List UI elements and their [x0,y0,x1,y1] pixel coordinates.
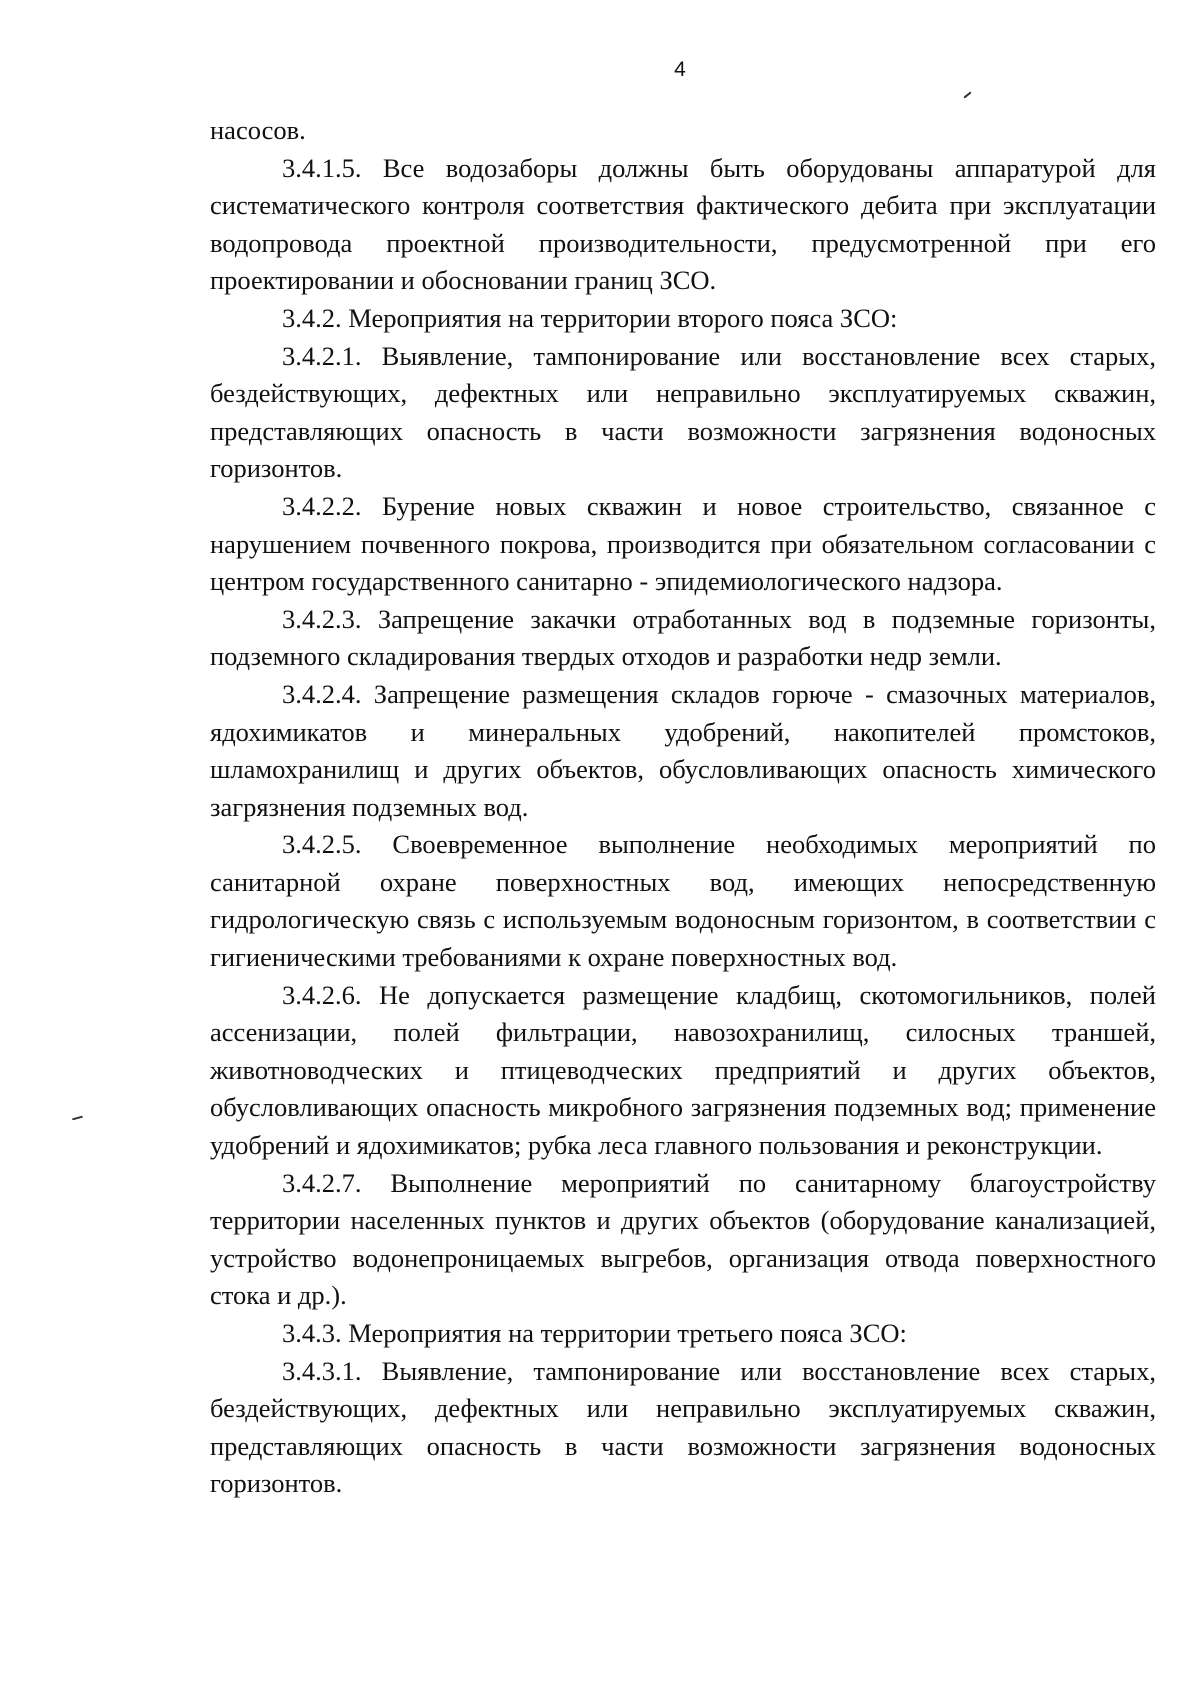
paragraph-3-4-1-5: 3.4.1.5. Все водозаборы должны быть оборудованы аппаратурой для систематического контроля соответствия фактического дебита при эксплуатации водопровода проектной производительности, предусмотренной при его проектировании и обосновании границ ЗСО. [210,152,1156,296]
pen-mark [963,91,971,98]
paragraph-continuation: насосов. [210,115,306,145]
paragraph-3-4-3-1: 3.4.3.1. Выявление, тампонирование или восстановление всех старых, бездействующих, дефектных или неправильно эксплуатируемых скважин, представляющих опасность в части возможности загрязнения водоносных горизонтов. [210,1355,1156,1499]
paragraph-3-4-2-5: 3.4.2.5. Своевременное выполнение необходимых мероприятий по санитарной охране поверхностных вод, имеющих непосредственную гидрологическую связь с используемым водоносным горизонтом, в соответствии с гигиеническими требованиями к охране поверхностных вод. [210,829,1156,973]
section-heading-3-4-3: 3.4.3. Мероприятия на территории третьего пояса ЗСО: [282,1318,907,1348]
page-number: 4 [674,58,686,81]
document-body [210,112,1156,1503]
paragraph-3-4-2-4: 3.4.2.4. Запрещение размещения складов горюче - смазочных материалов, ядохимикатов и минеральных удобрений, накопителей промстоков, шламохранилищ и других объектов, обусловливающих опасность химического загрязнения подземных вод. [210,678,1156,822]
paragraph-3-4-2-3: 3.4.2.3. Запрещение закачки отработанных вод в подземные горизонты, подземного складирования твердых отходов и разработки недр земли. [210,603,1156,672]
section-heading-3-4-2: 3.4.2. Мероприятия на территории второго пояса ЗСО: [282,302,898,333]
pen-mark [72,1116,83,1121]
paragraph-3-4-2-7: 3.4.2.7. Выполнение мероприятий по санитарному благоустройству территории населенных пунктов и других объектов (оборудование канализацией, устройство водонепроницаемых выгребов, организация отвода поверхностного стока и др.). [210,1167,1156,1311]
paragraph-3-4-2-2: 3.4.2.2. Бурение новых скважин и новое строительство, связанное с нарушением почвенного покрова, производится при обязательном согласовании с центром государственного санитарно - эпидемиологического надзора. [210,490,1156,597]
paragraph-3-4-2-6: 3.4.2.6. Не допускается размещение кладбищ, скотомогильников, полей ассенизации, полей фильтрации, навозохранилищ, силосных траншей, животноводческих и птицеводческих предприятий и других объектов, обусловливающих опасность микробного загрязнения подземных вод; применение удобрений и ядохимикатов; рубка леса главного пользования и реконструкции. [210,979,1156,1161]
paragraph-3-4-2-1: 3.4.2.1. Выявление, тампонирование или восстановление всех старых, бездействующих, дефектных или неправильно эксплуатируемых скважин, представляющих опасность в части возможности загрязнения водоносных горизонтов. [210,340,1156,484]
